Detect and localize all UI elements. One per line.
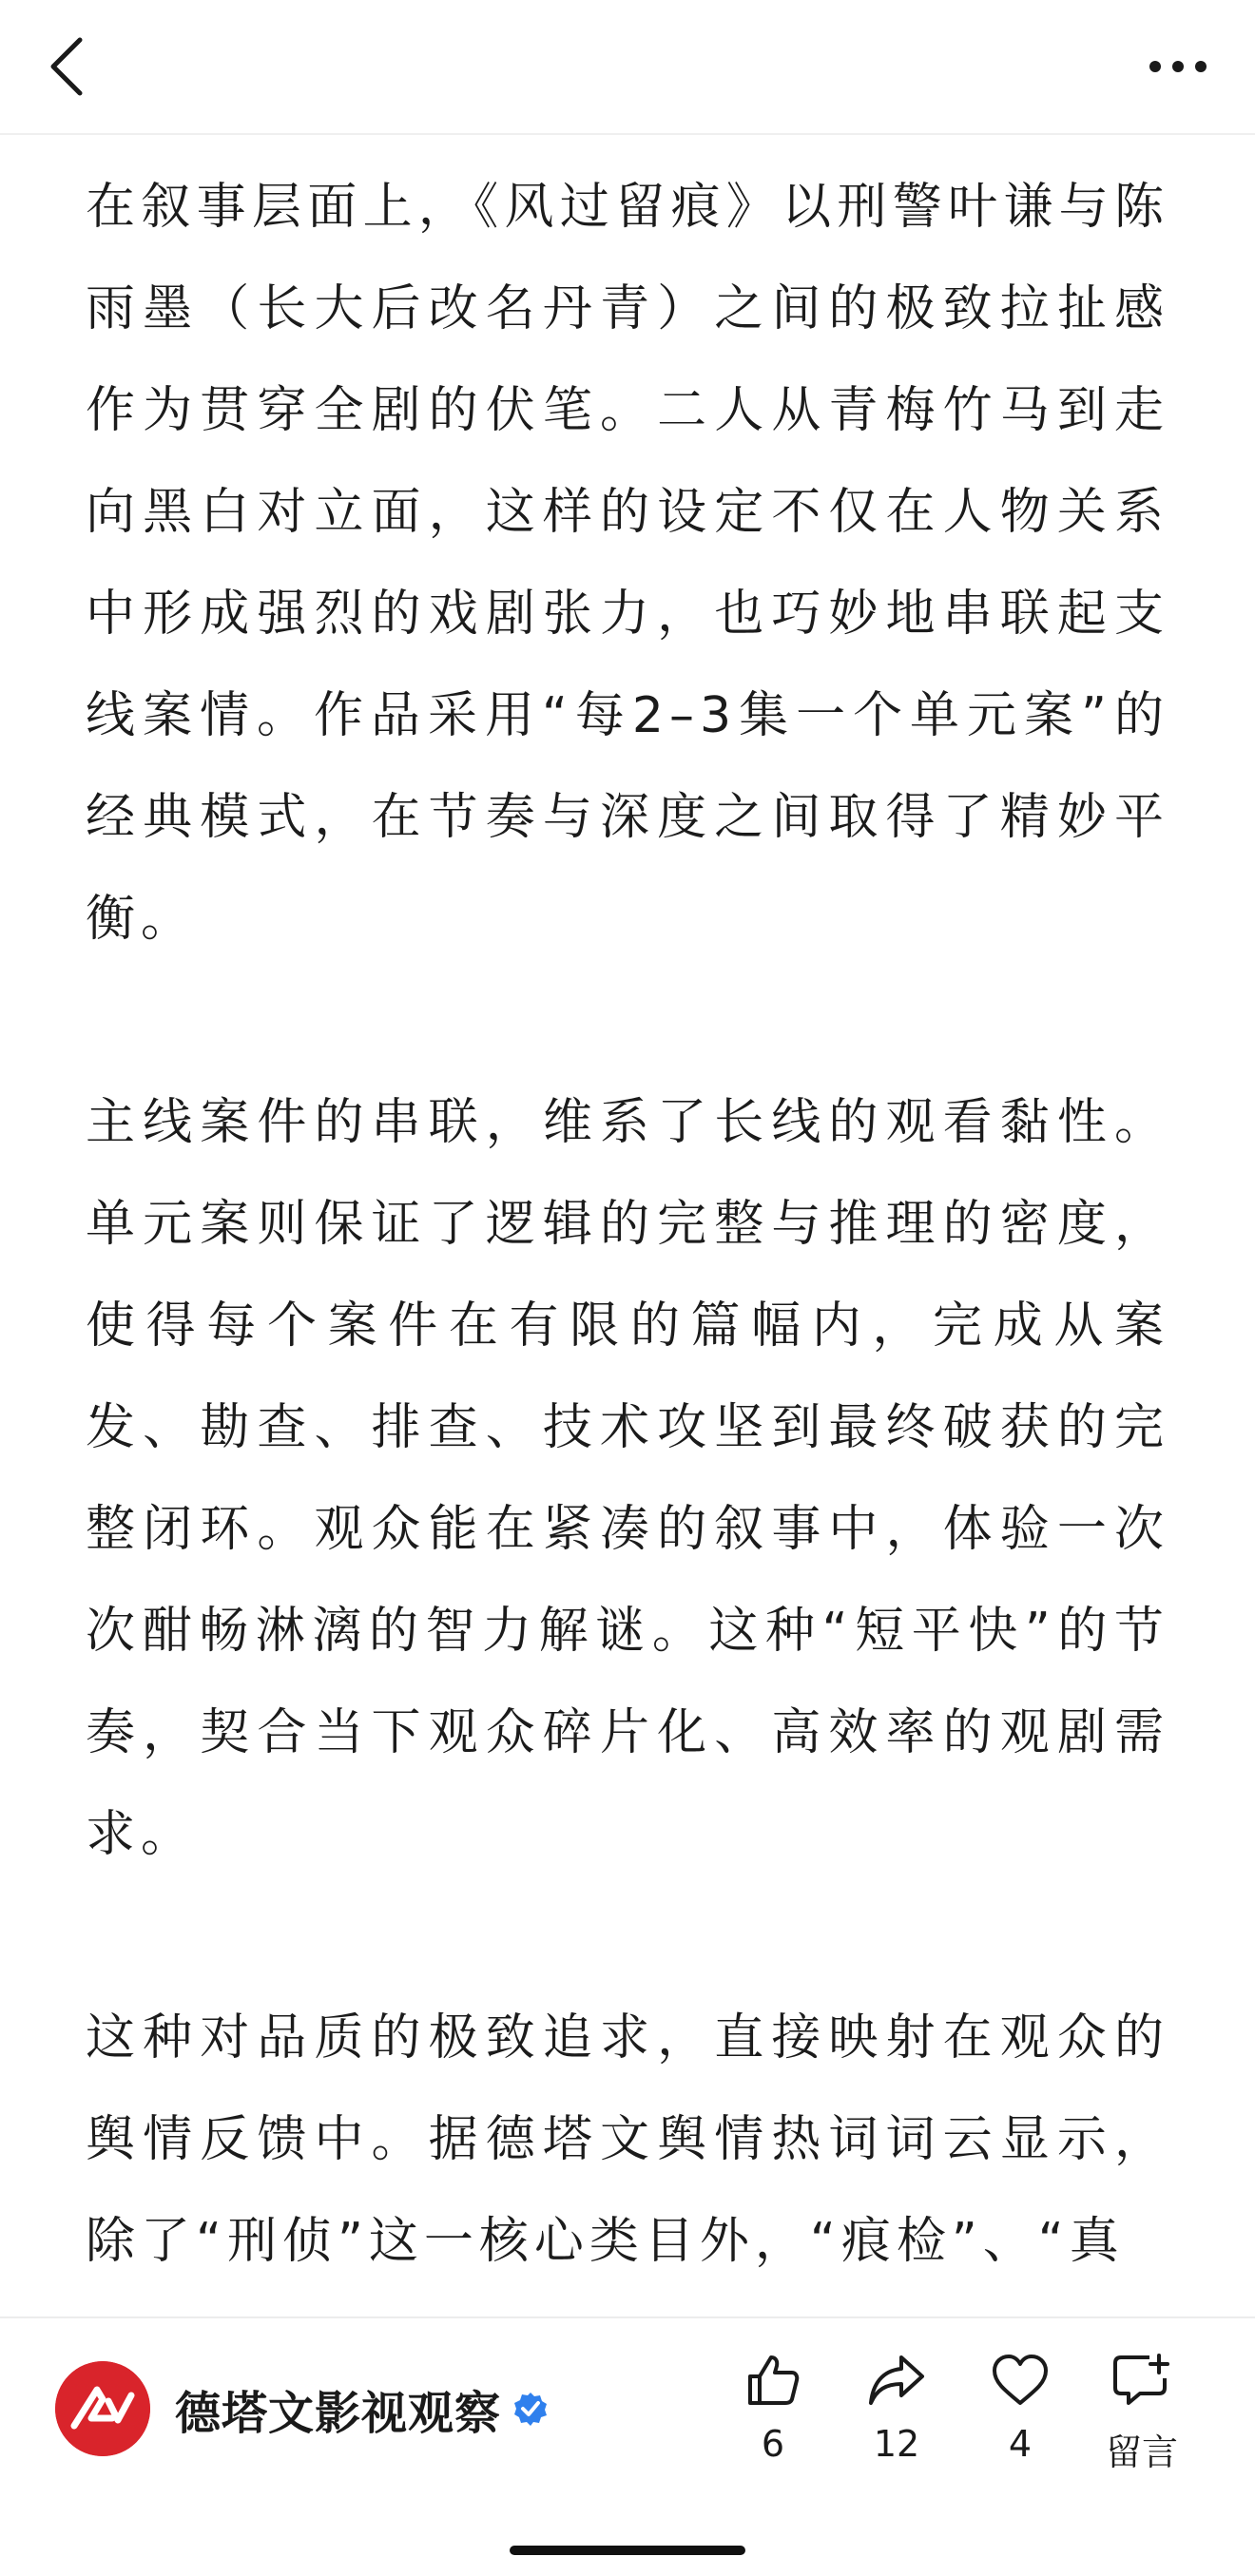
like-button[interactable] [721, 2347, 825, 2465]
article-body [86, 157, 1169, 2315]
thumbs-up-icon [744, 2352, 801, 2409]
brand-logo-icon [55, 2361, 150, 2456]
share-button[interactable] [844, 2347, 949, 2465]
like-count: 6 [761, 2423, 785, 2465]
article-paragraph-2: 主线案件的串联，维系了长线的观看黏性。单元案则保证了逻辑的完整与推理的密度，使得每个案件在有限的篇幅内，完成从案发、勘查、排查、技术攻坚到最终破获的完整闭环。观众能在紧凑的叙事中，体验一次次酣畅淋漓的智力解谜。这种“短平快”的节奏，契合当下观众碎片化、高效率的观剧需求。 [86, 1094, 1169, 1863]
comment-add-icon [1111, 2352, 1172, 2409]
more-options-button[interactable] [1135, 29, 1221, 105]
top-nav-bar [0, 0, 1255, 135]
author-name[interactable]: 德塔文影视观察 [175, 2386, 502, 2440]
avatar[interactable] [55, 2361, 150, 2456]
chevron-left-icon [48, 36, 86, 97]
comment-label: 留言 [1105, 2432, 1178, 2473]
article-paragraph-3: 这种对品质的极致追求，直接映射在观众的舆情反馈中。据德塔文舆情热词词云显示，除了“刑侦”这一核心类目外，“痕检”、“真 [86, 2009, 1169, 2270]
bottom-action-bar [0, 2316, 1255, 2576]
more-horizontal-icon [1148, 59, 1208, 74]
heart-icon [991, 2354, 1050, 2407]
share-count: 12 [873, 2423, 920, 2465]
favorite-button[interactable] [968, 2347, 1072, 2465]
share-icon [867, 2352, 926, 2409]
comment-button[interactable] [1090, 2347, 1194, 2475]
home-indicator[interactable] [510, 2546, 745, 2555]
back-button[interactable] [29, 29, 105, 105]
favorite-count: 4 [1008, 2423, 1033, 2465]
verified-badge-icon [512, 2391, 549, 2427]
author-profile[interactable] [55, 2361, 549, 2456]
article-paragraph-1: 在叙事层面上，《风过留痕》以刑警叶谦与陈雨墨（长大后改名丹青）之间的极致拉扯感作为贯穿全剧的伏笔。二人从青梅竹马到走向黑白对立面，这样的设定不仅在人物关系中形成强烈的戏剧张力，也巧妙地串联起支线案情。作品采用“每2–3集一个单元案”的经典模式，在节奏与深度之间取得了精妙平衡。 [86, 179, 1169, 948]
